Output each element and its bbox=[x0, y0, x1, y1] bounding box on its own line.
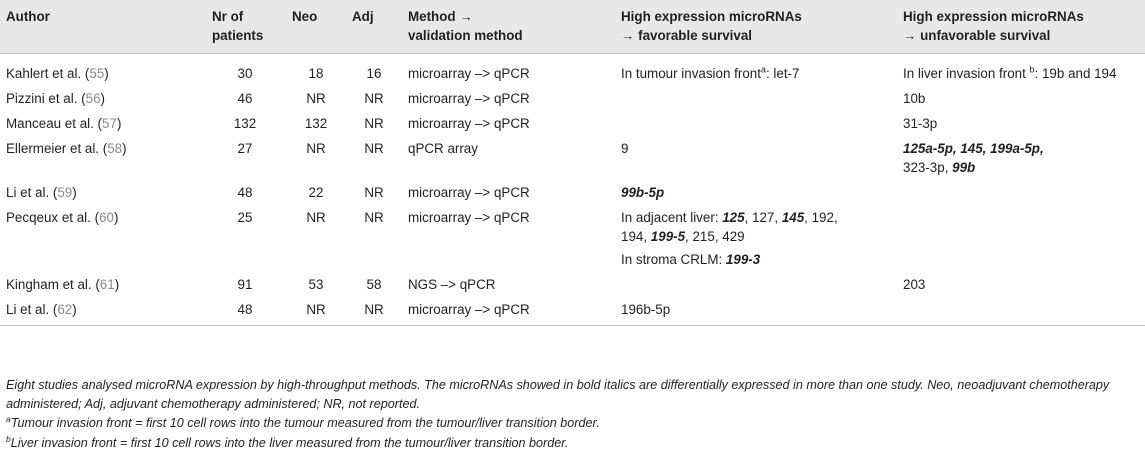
footnote-a bbox=[6, 414, 1136, 433]
header-adj-label: Adj bbox=[352, 9, 374, 24]
header-neo-label: Neo bbox=[292, 9, 318, 24]
table-caption-note: Eight studies analysed microRNA expression by high-throughput methods. The microRNAs showed in bold italics are differentially expressed in more than one study. Neo, neoadjuvant chemotherapy administered; Adj, adjuvant chemotherapy administered; NR, not reported. bbox=[6, 378, 1110, 411]
author-paren: ) bbox=[113, 210, 119, 225]
adj-cell: NR bbox=[364, 210, 384, 225]
method-cell: microarray –> qPCR bbox=[408, 116, 530, 131]
unfavorable-cell bbox=[897, 296, 1145, 326]
fav-plain: , 192, bbox=[804, 210, 838, 225]
footnote-b-mark: b bbox=[6, 433, 11, 444]
favorable-cell bbox=[615, 179, 897, 204]
unfavorable-cell bbox=[897, 135, 1145, 179]
header-neo bbox=[286, 0, 346, 54]
fav-bold-italic: 125 bbox=[722, 210, 745, 225]
author-cell bbox=[0, 179, 204, 204]
author-paren: ) bbox=[72, 185, 77, 200]
table-row bbox=[0, 204, 1145, 271]
author-cell bbox=[0, 110, 204, 135]
header-unfavorable bbox=[897, 0, 1145, 54]
neo-cell: NR bbox=[306, 210, 326, 225]
unfav-bold-italic: 125a-5p, 145, 199a-5p, bbox=[903, 141, 1044, 156]
author-cell bbox=[0, 271, 204, 296]
favorable-cell bbox=[615, 110, 897, 135]
unfavorable-cell: 10b bbox=[903, 91, 926, 106]
header-fav-line2: → favorable survival bbox=[621, 28, 752, 43]
fav-prefix: In adjacent liver: bbox=[621, 210, 723, 225]
reference-link[interactable]: 57 bbox=[102, 116, 117, 131]
adj-cell: 58 bbox=[366, 277, 382, 292]
table-body bbox=[0, 54, 1145, 326]
fav-plain: , 127, bbox=[744, 210, 782, 225]
favorable-cell: 9 bbox=[621, 141, 629, 156]
patients-cell: 48 bbox=[237, 185, 253, 200]
author-name: Pizzini et al. ( bbox=[6, 91, 86, 106]
favorable-cell: 196b-5p bbox=[615, 296, 897, 326]
neo-cell: 132 bbox=[304, 116, 328, 131]
author-name: Pecqeux et al. ( bbox=[6, 210, 100, 225]
method-cell: microarray –> qPCR bbox=[408, 66, 530, 81]
table-row bbox=[0, 179, 1145, 204]
fav-bold-italic: 199-5 bbox=[650, 229, 686, 244]
author-cell bbox=[0, 296, 204, 326]
table-row bbox=[0, 296, 1145, 326]
patients-cell: 48 bbox=[204, 296, 286, 326]
footnote-mark-b: b bbox=[1029, 64, 1035, 75]
author-cell bbox=[0, 54, 204, 86]
neo-cell: NR bbox=[306, 91, 326, 106]
fav-bold-italic: 99b-5p bbox=[621, 185, 665, 200]
neo-cell: 18 bbox=[308, 66, 324, 81]
table-row bbox=[0, 135, 1145, 179]
favorable-cell bbox=[615, 204, 897, 271]
author-paren: ) bbox=[72, 302, 77, 317]
unfavorable-cell: 203 bbox=[903, 277, 926, 292]
unfavorable-cell: 31-3p bbox=[903, 116, 938, 131]
unfav-plain: 323-3p, bbox=[903, 160, 953, 175]
reference-link[interactable]: 60 bbox=[99, 210, 114, 225]
favorable-cell bbox=[615, 85, 897, 110]
table-row bbox=[0, 85, 1145, 110]
footnote-mark-a: a bbox=[760, 64, 766, 75]
header-patients bbox=[204, 0, 286, 54]
patients-cell: 132 bbox=[233, 116, 257, 131]
fav-stroma bbox=[621, 250, 891, 269]
table-row bbox=[0, 271, 1145, 296]
author-cell bbox=[0, 135, 204, 179]
patients-cell: 46 bbox=[237, 91, 253, 106]
header-method bbox=[402, 0, 615, 54]
author-paren: ) bbox=[100, 91, 105, 106]
reference-link[interactable]: 58 bbox=[107, 141, 123, 156]
author-paren: ) bbox=[116, 116, 122, 131]
author-name: Kingham et al. ( bbox=[6, 277, 100, 292]
header-fav-line1: High expression microRNAs bbox=[621, 9, 802, 24]
reference-link[interactable]: 61 bbox=[99, 277, 115, 292]
header-favorable bbox=[615, 0, 897, 54]
adj-cell: NR bbox=[364, 91, 384, 106]
author-name: Kahlert et al. ( bbox=[6, 66, 90, 81]
method-cell: microarray –> qPCR bbox=[408, 210, 530, 225]
unfav-value: : 19b and 194 bbox=[1034, 66, 1117, 81]
unfavorable-cell bbox=[897, 204, 1145, 271]
fav-bold-italic: 145 bbox=[781, 210, 805, 225]
reference-link[interactable]: 55 bbox=[89, 66, 105, 81]
adj-cell: 16 bbox=[366, 66, 382, 81]
fav-prefix: In tumour invasion front bbox=[621, 66, 761, 81]
method-cell: microarray –> qPCR bbox=[402, 296, 615, 326]
adj-cell: NR bbox=[364, 141, 384, 156]
method-cell: microarray –> qPCR bbox=[408, 91, 530, 106]
table-header bbox=[0, 0, 1145, 54]
reference-link[interactable]: 62 bbox=[57, 302, 73, 317]
neo-cell: NR bbox=[306, 141, 326, 156]
favorable-cell bbox=[615, 271, 897, 296]
fav-bold-italic: 199-3 bbox=[725, 252, 761, 267]
header-patients-line1: Nr of bbox=[212, 9, 244, 24]
patients-cell: 25 bbox=[237, 210, 253, 225]
author-paren: ) bbox=[114, 277, 120, 292]
fav-value: : let-7 bbox=[765, 66, 800, 81]
footnote-b-text: Liver invasion front = first 10 cell rows into the liver measured from the tumour/liver transition border. bbox=[10, 435, 569, 450]
adj-cell: NR bbox=[364, 116, 384, 131]
patients-cell: 91 bbox=[237, 277, 253, 292]
header-patients-line2: patients bbox=[212, 28, 264, 43]
header-adj bbox=[346, 0, 402, 54]
table-row bbox=[0, 110, 1145, 135]
patients-cell: 27 bbox=[237, 141, 253, 156]
favorable-cell bbox=[615, 54, 897, 86]
footnote-a-text: Tumour invasion front = first 10 cell rows into the tumour measured from the tumour/liver transition border. bbox=[10, 416, 600, 430]
method-cell: NGS –> qPCR bbox=[408, 277, 496, 292]
fav-plain: , 215, 429 bbox=[685, 229, 745, 244]
adj-cell: NR bbox=[346, 296, 402, 326]
header-unfav-line1: High expression microRNAs bbox=[903, 9, 1084, 24]
table-row bbox=[0, 54, 1145, 86]
author-cell bbox=[0, 204, 204, 271]
unfavorable-cell bbox=[897, 179, 1145, 204]
unfavorable-cell bbox=[897, 54, 1145, 86]
reference-link[interactable]: 59 bbox=[57, 185, 73, 200]
table-footnotes bbox=[6, 376, 1136, 452]
author-name: Manceau et al. ( bbox=[6, 116, 103, 131]
header-method-line1: Method → bbox=[408, 9, 473, 24]
author-name: Ellermeier et al. ( bbox=[6, 141, 108, 156]
author-paren: ) bbox=[122, 141, 127, 156]
footnote-b bbox=[6, 434, 1136, 453]
header-unfav-line2: → unfavorable survival bbox=[903, 28, 1051, 43]
unfav-bold-italic: 99b bbox=[952, 160, 976, 175]
neo-cell: 53 bbox=[308, 277, 324, 292]
header-method-line2: validation method bbox=[408, 28, 523, 43]
neo-cell: NR bbox=[286, 296, 346, 326]
fav-plain: 194, bbox=[621, 229, 651, 244]
fav-prefix: In stroma CRLM: bbox=[621, 252, 726, 267]
author-cell bbox=[0, 85, 204, 110]
method-cell: qPCR array bbox=[408, 141, 478, 156]
header-author-label: Author bbox=[6, 9, 50, 24]
reference-link[interactable]: 56 bbox=[85, 91, 101, 106]
unfav-prefix: In liver invasion front bbox=[903, 66, 1030, 81]
author-name: Li et al. ( bbox=[6, 302, 58, 317]
patients-cell: 30 bbox=[237, 66, 253, 81]
author-name: Li et al. ( bbox=[6, 185, 58, 200]
adj-cell: NR bbox=[364, 185, 384, 200]
header-author bbox=[0, 0, 204, 54]
method-cell: microarray –> qPCR bbox=[408, 185, 530, 200]
author-paren: ) bbox=[104, 66, 109, 81]
footnote-a-mark: a bbox=[6, 413, 11, 424]
neo-cell: 22 bbox=[308, 185, 324, 200]
